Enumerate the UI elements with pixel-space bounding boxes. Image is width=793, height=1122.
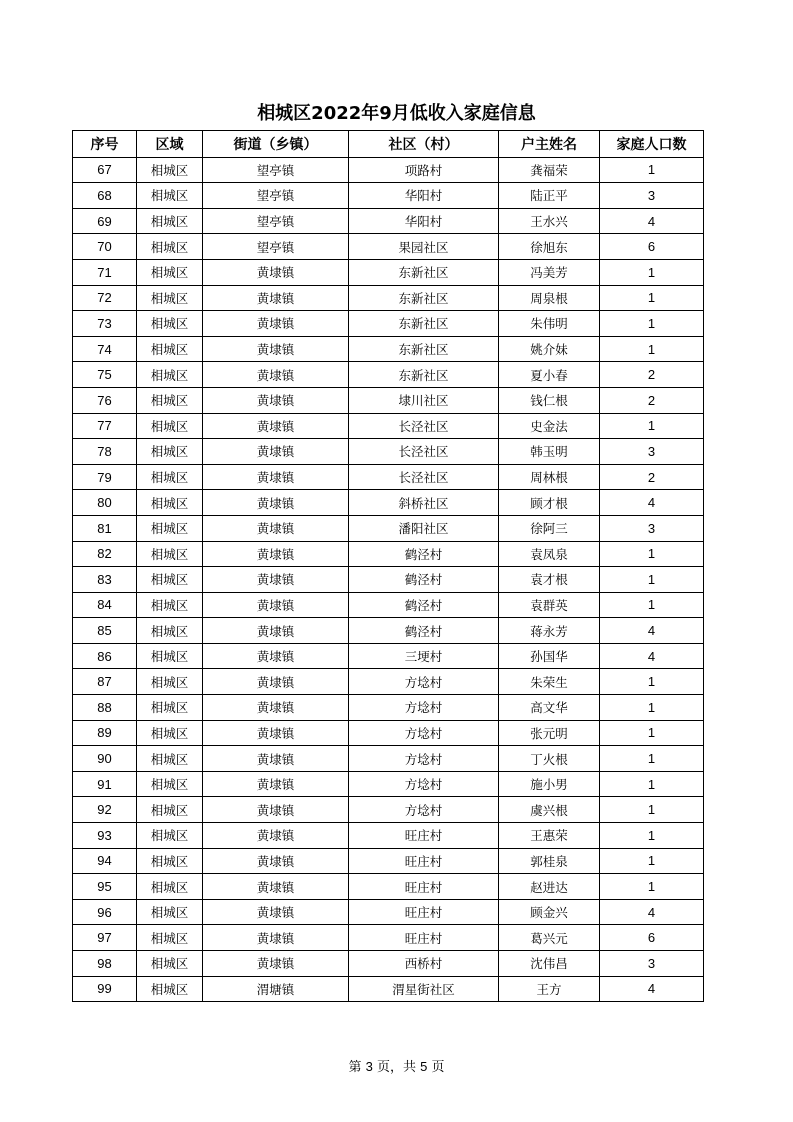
cell-street: 黄埭镇	[203, 771, 349, 797]
table-row	[73, 592, 704, 618]
footer-suffix: 页	[431, 1060, 445, 1075]
header-street: 街道（乡镇）	[203, 131, 349, 158]
cell-community: 旺庄村	[349, 848, 499, 874]
cell-householder: 龚福荣	[499, 157, 600, 183]
cell-householder: 陆正平	[499, 183, 600, 209]
table-row	[73, 490, 704, 516]
table-row	[73, 823, 704, 849]
cell-street: 黄埭镇	[203, 387, 349, 413]
cell-serial: 92	[73, 797, 137, 823]
cell-street: 望亭镇	[203, 208, 349, 234]
cell-family-size: 4	[600, 976, 704, 1002]
table-row	[73, 874, 704, 900]
cell-street: 黄埭镇	[203, 439, 349, 465]
cell-family-size: 1	[600, 157, 704, 183]
cell-serial: 73	[73, 311, 137, 337]
cell-district: 相城区	[137, 439, 203, 465]
cell-community: 鹤泾村	[349, 541, 499, 567]
cell-householder: 钱仁根	[499, 387, 600, 413]
cell-serial: 88	[73, 695, 137, 721]
cell-community: 鹤泾村	[349, 567, 499, 593]
table-row	[73, 208, 704, 234]
table-row	[73, 515, 704, 541]
cell-community: 鹤泾村	[349, 592, 499, 618]
cell-family-size: 3	[600, 515, 704, 541]
cell-community: 方埝村	[349, 771, 499, 797]
cell-street: 黄埭镇	[203, 951, 349, 977]
cell-family-size: 1	[600, 720, 704, 746]
cell-householder: 郭桂泉	[499, 848, 600, 874]
cell-community: 方埝村	[349, 797, 499, 823]
cell-community: 方埝村	[349, 720, 499, 746]
cell-householder: 袁才根	[499, 567, 600, 593]
cell-community: 项路村	[349, 157, 499, 183]
cell-householder: 韩玉明	[499, 439, 600, 465]
cell-householder: 沈伟昌	[499, 951, 600, 977]
cell-family-size: 1	[600, 823, 704, 849]
table-row	[73, 951, 704, 977]
cell-street: 黄埭镇	[203, 643, 349, 669]
cell-street: 渭塘镇	[203, 976, 349, 1002]
header-serial: 序号	[73, 131, 137, 158]
table-row	[73, 413, 704, 439]
table-body	[73, 157, 704, 1002]
table-row	[73, 797, 704, 823]
cell-district: 相城区	[137, 746, 203, 772]
cell-community: 长泾社区	[349, 439, 499, 465]
cell-district: 相城区	[137, 567, 203, 593]
cell-family-size: 1	[600, 285, 704, 311]
cell-serial: 87	[73, 669, 137, 695]
cell-serial: 75	[73, 362, 137, 388]
document-title: 相城区2022年9月低收入家庭信息	[257, 103, 536, 124]
table-row	[73, 362, 704, 388]
cell-district: 相城区	[137, 183, 203, 209]
cell-street: 黄埭镇	[203, 899, 349, 925]
cell-family-size: 4	[600, 899, 704, 925]
table-row	[73, 234, 704, 260]
cell-community: 旺庄村	[349, 925, 499, 951]
cell-community: 东新社区	[349, 311, 499, 337]
cell-district: 相城区	[137, 464, 203, 490]
cell-district: 相城区	[137, 592, 203, 618]
cell-family-size: 2	[600, 387, 704, 413]
cell-street: 黄埭镇	[203, 695, 349, 721]
cell-community: 华阳村	[349, 183, 499, 209]
cell-family-size: 1	[600, 695, 704, 721]
table-row	[73, 157, 704, 183]
cell-householder: 袁凤泉	[499, 541, 600, 567]
table-row	[73, 618, 704, 644]
cell-householder: 姚介妹	[499, 336, 600, 362]
footer-middle: 页，共	[376, 1060, 416, 1075]
cell-district: 相城区	[137, 259, 203, 285]
cell-serial: 83	[73, 567, 137, 593]
table-row	[73, 439, 704, 465]
cell-district: 相城区	[137, 515, 203, 541]
cell-householder: 赵进达	[499, 874, 600, 900]
cell-district: 相城区	[137, 541, 203, 567]
cell-street: 黄埭镇	[203, 413, 349, 439]
cell-district: 相城区	[137, 413, 203, 439]
cell-family-size: 1	[600, 771, 704, 797]
cell-community: 旺庄村	[349, 823, 499, 849]
cell-family-size: 1	[600, 746, 704, 772]
cell-householder: 虞兴根	[499, 797, 600, 823]
cell-community: 西桥村	[349, 951, 499, 977]
table-row	[73, 925, 704, 951]
cell-family-size: 3	[600, 951, 704, 977]
cell-householder: 顾金兴	[499, 899, 600, 925]
table-row	[73, 746, 704, 772]
cell-family-size: 1	[600, 541, 704, 567]
cell-serial: 93	[73, 823, 137, 849]
footer-prefix: 第	[348, 1060, 362, 1075]
cell-district: 相城区	[137, 208, 203, 234]
cell-serial: 97	[73, 925, 137, 951]
cell-serial: 99	[73, 976, 137, 1002]
cell-district: 相城区	[137, 874, 203, 900]
cell-street: 望亭镇	[203, 234, 349, 260]
cell-serial: 85	[73, 618, 137, 644]
cell-serial: 96	[73, 899, 137, 925]
table-row	[73, 848, 704, 874]
cell-community: 方埝村	[349, 746, 499, 772]
header-district: 区域	[137, 131, 203, 158]
header-householder: 户主姓名	[499, 131, 600, 158]
cell-district: 相城区	[137, 285, 203, 311]
cell-householder: 孙国华	[499, 643, 600, 669]
cell-householder: 丁火根	[499, 746, 600, 772]
cell-district: 相城区	[137, 669, 203, 695]
table-header-row	[73, 131, 704, 158]
cell-serial: 86	[73, 643, 137, 669]
cell-community: 华阳村	[349, 208, 499, 234]
cell-serial: 94	[73, 848, 137, 874]
cell-family-size: 6	[600, 234, 704, 260]
cell-district: 相城区	[137, 157, 203, 183]
cell-householder: 朱伟明	[499, 311, 600, 337]
cell-serial: 81	[73, 515, 137, 541]
cell-district: 相城区	[137, 336, 203, 362]
header-family-size: 家庭人口数	[600, 131, 704, 158]
cell-householder: 徐旭东	[499, 234, 600, 260]
footer-page-number: 3	[365, 1059, 373, 1074]
cell-street: 黄埭镇	[203, 311, 349, 337]
cell-householder: 蒋永芳	[499, 618, 600, 644]
cell-street: 黄埭镇	[203, 746, 349, 772]
table-row	[73, 669, 704, 695]
cell-householder: 葛兴元	[499, 925, 600, 951]
low-income-table	[72, 130, 704, 1002]
cell-district: 相城区	[137, 387, 203, 413]
cell-community: 东新社区	[349, 336, 499, 362]
cell-family-size: 1	[600, 797, 704, 823]
cell-serial: 67	[73, 157, 137, 183]
cell-family-size: 2	[600, 362, 704, 388]
cell-street: 望亭镇	[203, 157, 349, 183]
table-row	[73, 720, 704, 746]
cell-community: 旺庄村	[349, 899, 499, 925]
table-row	[73, 541, 704, 567]
cell-district: 相城区	[137, 899, 203, 925]
footer-total-pages: 5	[420, 1059, 428, 1074]
cell-street: 黄埭镇	[203, 362, 349, 388]
cell-serial: 69	[73, 208, 137, 234]
cell-street: 黄埭镇	[203, 464, 349, 490]
cell-family-size: 6	[600, 925, 704, 951]
cell-street: 黄埭镇	[203, 823, 349, 849]
table-row	[73, 387, 704, 413]
cell-district: 相城区	[137, 951, 203, 977]
cell-community: 渭星街社区	[349, 976, 499, 1002]
cell-householder: 张元明	[499, 720, 600, 746]
cell-community: 果园社区	[349, 234, 499, 260]
cell-family-size: 1	[600, 336, 704, 362]
cell-householder: 朱荣生	[499, 669, 600, 695]
cell-serial: 79	[73, 464, 137, 490]
table-row	[73, 311, 704, 337]
cell-family-size: 2	[600, 464, 704, 490]
header-community: 社区（村）	[349, 131, 499, 158]
cell-family-size: 1	[600, 567, 704, 593]
cell-street: 望亭镇	[203, 183, 349, 209]
table-row	[73, 771, 704, 797]
cell-householder: 周泉根	[499, 285, 600, 311]
table-row	[73, 899, 704, 925]
table-row	[73, 336, 704, 362]
cell-street: 黄埭镇	[203, 490, 349, 516]
cell-householder: 史金法	[499, 413, 600, 439]
cell-family-size: 1	[600, 874, 704, 900]
cell-serial: 77	[73, 413, 137, 439]
cell-serial: 91	[73, 771, 137, 797]
cell-family-size: 3	[600, 183, 704, 209]
cell-family-size: 4	[600, 643, 704, 669]
cell-community: 旺庄村	[349, 874, 499, 900]
table-row	[73, 976, 704, 1002]
cell-community: 方埝村	[349, 695, 499, 721]
page-footer	[0, 1056, 793, 1075]
table-row	[73, 259, 704, 285]
cell-district: 相城区	[137, 823, 203, 849]
cell-community: 长泾社区	[349, 413, 499, 439]
cell-householder: 王惠荣	[499, 823, 600, 849]
cell-family-size: 1	[600, 259, 704, 285]
cell-householder: 施小男	[499, 771, 600, 797]
cell-family-size: 1	[600, 592, 704, 618]
cell-community: 鹤泾村	[349, 618, 499, 644]
table-row	[73, 183, 704, 209]
cell-community: 三埂村	[349, 643, 499, 669]
cell-serial: 89	[73, 720, 137, 746]
cell-serial: 98	[73, 951, 137, 977]
cell-street: 黄埭镇	[203, 618, 349, 644]
cell-street: 黄埭镇	[203, 541, 349, 567]
cell-district: 相城区	[137, 771, 203, 797]
cell-street: 黄埭镇	[203, 592, 349, 618]
cell-serial: 84	[73, 592, 137, 618]
table-row	[73, 285, 704, 311]
cell-householder: 周林根	[499, 464, 600, 490]
cell-district: 相城区	[137, 362, 203, 388]
cell-family-size: 1	[600, 848, 704, 874]
cell-householder: 王方	[499, 976, 600, 1002]
cell-community: 东新社区	[349, 285, 499, 311]
cell-serial: 71	[73, 259, 137, 285]
cell-family-size: 4	[600, 208, 704, 234]
cell-community: 潘阳社区	[349, 515, 499, 541]
cell-street: 黄埭镇	[203, 925, 349, 951]
cell-family-size: 1	[600, 311, 704, 337]
cell-serial: 78	[73, 439, 137, 465]
cell-community: 东新社区	[349, 259, 499, 285]
cell-family-size: 1	[600, 413, 704, 439]
cell-serial: 80	[73, 490, 137, 516]
cell-family-size: 4	[600, 490, 704, 516]
cell-community: 斜桥社区	[349, 490, 499, 516]
cell-street: 黄埭镇	[203, 720, 349, 746]
cell-serial: 82	[73, 541, 137, 567]
cell-serial: 76	[73, 387, 137, 413]
cell-street: 黄埭镇	[203, 669, 349, 695]
cell-serial: 74	[73, 336, 137, 362]
cell-street: 黄埭镇	[203, 874, 349, 900]
cell-serial: 70	[73, 234, 137, 260]
cell-district: 相城区	[137, 848, 203, 874]
cell-street: 黄埭镇	[203, 848, 349, 874]
cell-district: 相城区	[137, 490, 203, 516]
cell-householder: 高文华	[499, 695, 600, 721]
cell-serial: 72	[73, 285, 137, 311]
cell-householder: 徐阿三	[499, 515, 600, 541]
cell-street: 黄埭镇	[203, 259, 349, 285]
cell-street: 黄埭镇	[203, 515, 349, 541]
cell-community: 东新社区	[349, 362, 499, 388]
cell-street: 黄埭镇	[203, 285, 349, 311]
cell-district: 相城区	[137, 695, 203, 721]
cell-householder: 顾才根	[499, 490, 600, 516]
cell-serial: 68	[73, 183, 137, 209]
cell-community: 埭川社区	[349, 387, 499, 413]
cell-community: 长泾社区	[349, 464, 499, 490]
cell-householder: 冯美芳	[499, 259, 600, 285]
cell-street: 黄埭镇	[203, 336, 349, 362]
cell-householder: 袁群英	[499, 592, 600, 618]
cell-serial: 90	[73, 746, 137, 772]
table-row	[73, 695, 704, 721]
table-row	[73, 643, 704, 669]
cell-family-size: 4	[600, 618, 704, 644]
table-row	[73, 464, 704, 490]
cell-community: 方埝村	[349, 669, 499, 695]
cell-district: 相城区	[137, 234, 203, 260]
cell-district: 相城区	[137, 720, 203, 746]
cell-district: 相城区	[137, 925, 203, 951]
cell-street: 黄埭镇	[203, 567, 349, 593]
cell-street: 黄埭镇	[203, 797, 349, 823]
cell-district: 相城区	[137, 976, 203, 1002]
cell-district: 相城区	[137, 311, 203, 337]
cell-serial: 95	[73, 874, 137, 900]
table-row	[73, 567, 704, 593]
cell-householder: 王水兴	[499, 208, 600, 234]
cell-householder: 夏小春	[499, 362, 600, 388]
cell-family-size: 1	[600, 669, 704, 695]
cell-district: 相城区	[137, 643, 203, 669]
cell-family-size: 3	[600, 439, 704, 465]
cell-district: 相城区	[137, 797, 203, 823]
cell-district: 相城区	[137, 618, 203, 644]
